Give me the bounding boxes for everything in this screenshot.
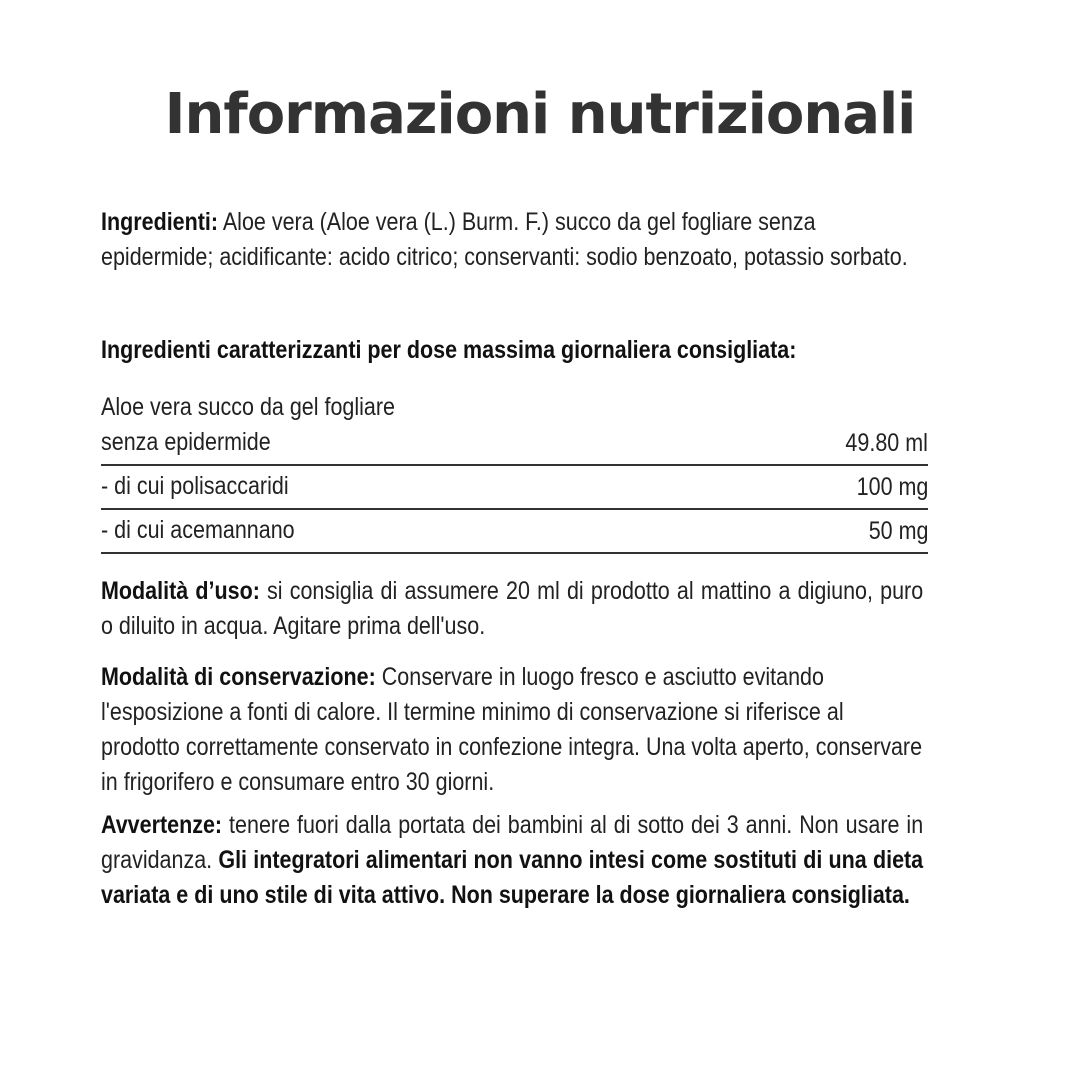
dose-heading: Ingredienti caratterizzanti per dose massima giornaliera consigliata: xyxy=(101,336,797,364)
warnings-label: Avvertenze: xyxy=(101,811,223,839)
row-name: - di cui acemannano xyxy=(101,516,295,544)
row-value: 49.80 ml xyxy=(845,429,928,457)
row-value: 50 mg xyxy=(868,517,928,545)
warnings-paragraph xyxy=(101,808,923,913)
ingredients-text: Aloe vera (Aloe vera (L.) Burm. F.) succo da gel fogliare senza epidermide; acidificante: acido citrico; conservanti: sodio benzoato, potassio sorbato. xyxy=(101,208,908,271)
storage-paragraph xyxy=(101,660,923,800)
row-name xyxy=(101,390,462,460)
page-title: Informazioni nutrizionali xyxy=(164,82,916,147)
ingredients-label: Ingredienti: xyxy=(101,208,219,236)
table-row xyxy=(101,390,928,466)
row-value: 100 mg xyxy=(856,473,928,501)
dose-table xyxy=(101,390,928,554)
usage-text: si consiglia di assumere 20 ml di prodotto al mattino a digiuno, puro o diluito in acqua. Agitare prima dell'uso. xyxy=(101,577,924,640)
table-row xyxy=(101,510,928,554)
storage-label: Modalità di conservazione: xyxy=(101,663,376,691)
row-name: - di cui polisaccaridi xyxy=(101,472,289,500)
row-name-line2: senza epidermide xyxy=(101,428,271,456)
row-name-line1: Aloe vera succo da gel fogliare xyxy=(101,393,396,421)
usage-paragraph xyxy=(101,574,923,644)
warnings-bold-text: Gli integratori alimentari non vanno intesi come sostituti di una dieta variata e di uno stile di vita attivo. Non superare la dose giornaliera consigliata. xyxy=(101,846,924,909)
ingredients-paragraph xyxy=(101,205,923,275)
warnings-text: tenere fuori dalla portata dei bambini al di sotto dei 3 anni. Non usare in gravidanza. xyxy=(101,811,924,874)
storage-text: Conservare in luogo fresco e asciutto evitando l'esposizione a fonti di calore. Il termine minimo di conservazione si riferisce al prodotto correttamente conservato in confezione integra. Una volta aperto, conservare in frigorifero e consumare entro 30 giorni. xyxy=(101,663,923,796)
usage-label: Modalità d’uso: xyxy=(101,577,260,605)
table-row xyxy=(101,466,928,510)
